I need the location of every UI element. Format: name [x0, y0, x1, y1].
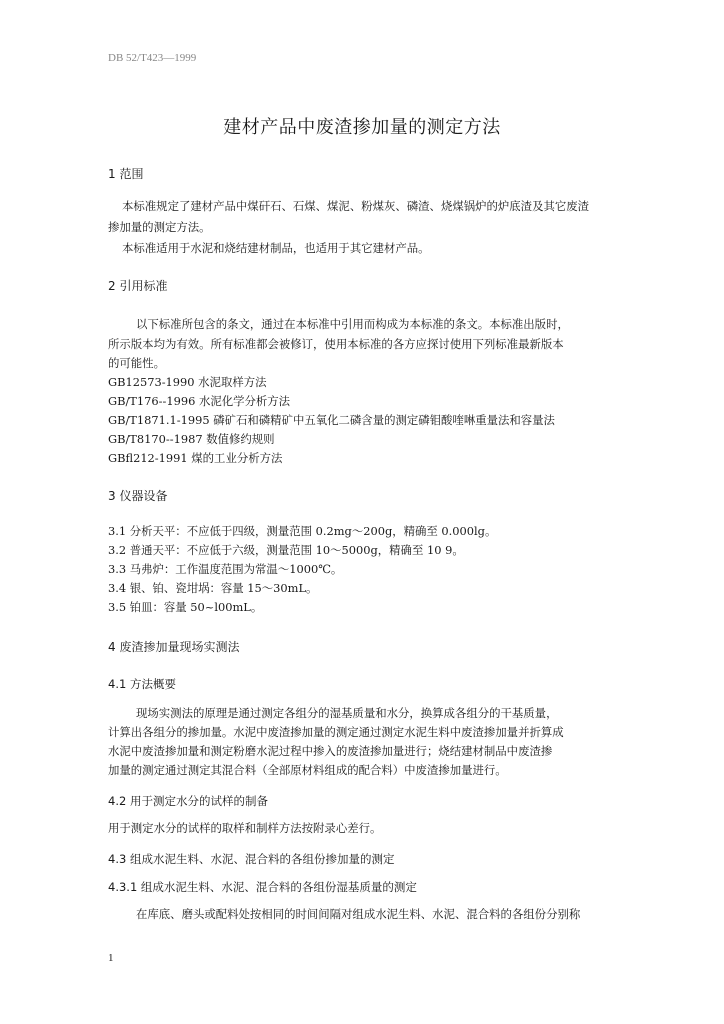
- equipment-item: 3.3 马弗炉：工作温度范围为常温～1000℃。: [108, 562, 343, 576]
- equipment-item: 3.1 分析天平：不应低于四级，测量范围 0.2mg～200g，精确至 0.000lg。: [108, 524, 497, 538]
- subsection-4-1-line-2: 计算出各组分的掺加量。水泥中废渣掺加量的测定通过测定水泥生料中废渣掺加量并折算成: [108, 725, 564, 739]
- section-1-heading: 1 范围: [108, 167, 144, 181]
- section-2-paragraph-line-1: 以下标准所包含的条文，通过在本标准中引用而构成为本标准的条文。本标准出版时，: [136, 317, 569, 331]
- subsection-4-3-heading: 4.3 组成水泥生料、水泥、混合料的各组份掺加量的测定: [108, 852, 395, 866]
- reference-standard: GB12573-1990 水泥取样方法: [108, 375, 267, 389]
- document-code: DB 52/T423—1999: [108, 52, 197, 64]
- equipment-item: 3.4 银、铂、瓷坩埚：容量 15～30mL。: [108, 581, 318, 595]
- subsection-4-1-line-3: 水泥中废渣掺加量和测定粉磨水泥过程中掺入的废渣掺加量进行；烧结建材制品中废渣掺: [108, 744, 553, 758]
- subsection-4-2-heading: 4.2 用于测定水分的试样的制备: [108, 794, 268, 808]
- subsection-4-1-heading: 4.1 方法概要: [108, 677, 176, 691]
- subsection-4-3-1-heading: 4.3.1 组成水泥生料、水泥、混合料的各组份湿基质量的测定: [108, 880, 417, 894]
- equipment-item: 3.5 铂皿：容量 50~l00mL。: [108, 600, 263, 614]
- section-2-paragraph-line-3: 的可能性。: [108, 356, 165, 370]
- subsection-4-2-text: 用于测定水分的试样的取样和制样方法按附录心差行。: [108, 821, 382, 835]
- reference-standard: GB/T176--1996 水泥化学分析方法: [108, 394, 291, 408]
- subsection-4-3-1-text: 在库底、磨头或配料处按相同的时间间隔对组成水泥生料、水泥、混合料的各组份分别称: [136, 907, 581, 921]
- subsection-4-1-line-1: 现场实测法的原理是通过测定各组分的湿基质量和水分，换算成各组分的干基质量，: [136, 706, 558, 720]
- document-title: 建材产品中废渣掺加量的测定方法: [223, 117, 501, 138]
- reference-standard: GB/T1871.1-1995 磷矿石和磷精矿中五氧化二磷含量的测定磷钼酸喹啉重量法和容量法: [108, 413, 555, 427]
- section-3-heading: 3 仪器设备: [108, 489, 168, 503]
- section-2-paragraph-line-2: 所示版本均为有效。所有标准都会被修订，使用本标准的各方应探讨使用下列标准最新版本: [108, 337, 564, 351]
- reference-standard: GBfl212-1991 煤的工业分析方法: [108, 451, 283, 465]
- subsection-4-1-line-4: 加量的测定通过测定其混合料（全部原材料组成的配合料）中废渣掺加量进行。: [108, 763, 507, 777]
- section-1-paragraph-2: 本标准适用于水泥和烧结建材制品，也适用于其它建材产品。: [122, 241, 430, 255]
- section-1-paragraph-1-line-2: 掺加量的测定方法。: [108, 220, 211, 234]
- equipment-item: 3.2 普通天平：不应低于六级，测量范围 10～5000g，精确至 10 9。: [108, 543, 464, 557]
- page-number: 1: [108, 952, 114, 964]
- reference-standard: GB/T8170--1987 数值修约规则: [108, 432, 275, 446]
- section-2-heading: 2 引用标准: [108, 279, 168, 293]
- section-4-heading: 4 废渣掺加量现场实测法: [108, 640, 240, 654]
- section-1-paragraph-1-line-1: 本标准规定了建材产品中煤矸石、石煤、煤泥、粉煤灰、磷渣、烧煤锅炉的炉底渣及其它废渣: [122, 199, 590, 213]
